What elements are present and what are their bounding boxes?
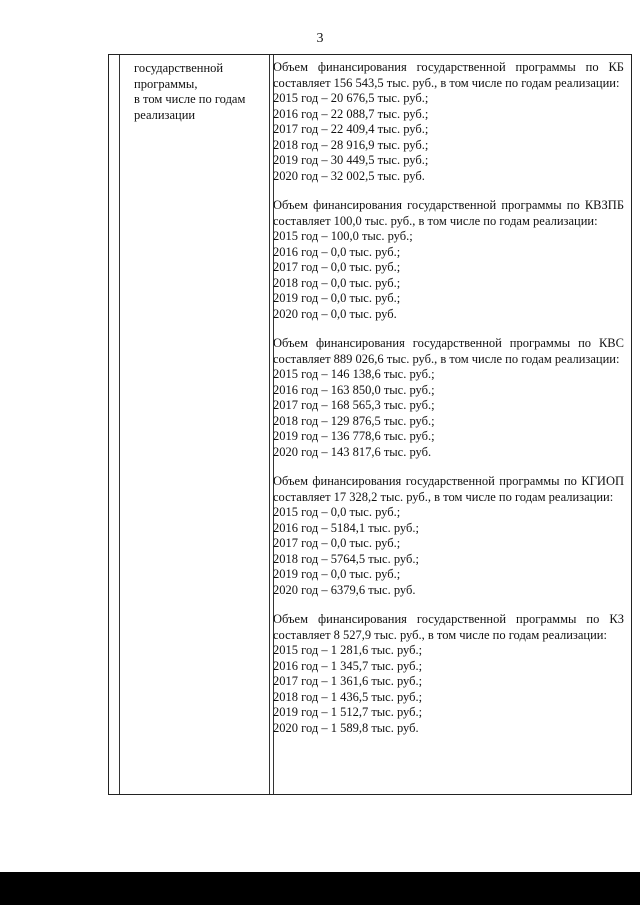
financing-block-kz <box>273 612 624 736</box>
year-line: 2016 год – 0,0 тыс. руб.; <box>273 244 401 259</box>
year-line: 2018 год – 0,0 тыс. руб.; <box>273 275 401 290</box>
year-line: 2017 год – 168 565,3 тыс. руб.; <box>273 398 435 412</box>
year-line: 2020 год – 32 002,5 тыс. руб. <box>273 168 425 183</box>
year-line: 2019 год – 30 449,5 тыс. руб.; <box>273 153 429 167</box>
year-line: 2015 год – 1 281,6 тыс. руб.; <box>273 643 423 657</box>
financing-block-kvs <box>273 336 624 460</box>
year-line: 2019 год – 136 778,6 тыс. руб.; <box>273 429 435 443</box>
year-line: 2016 год – 5184,1 тыс. руб.; <box>273 520 419 535</box>
year-line: 2015 год – 20 676,5 тыс. руб.; <box>273 91 429 105</box>
financing-block-kb <box>273 60 624 184</box>
year-line: 2018 год – 1 436,5 тыс. руб.; <box>273 689 423 704</box>
year-line: 2019 год – 1 512,7 тыс. руб.; <box>273 705 423 719</box>
financing-details-cell <box>273 60 624 750</box>
year-line: 2017 год – 0,0 тыс. руб.; <box>273 536 401 550</box>
year-line: 2019 год – 0,0 тыс. руб.; <box>273 291 401 305</box>
row-label-line: государственной <box>134 61 224 75</box>
row-label-cell <box>134 61 264 123</box>
year-line: 2018 год – 28 916,9 тыс. руб.; <box>273 137 429 152</box>
page-number: 3 <box>316 31 324 46</box>
year-line: 2020 год – 1 589,8 тыс. руб. <box>273 720 419 735</box>
year-line: 2015 год – 0,0 тыс. руб.; <box>273 505 401 519</box>
row-label-line: реализации <box>134 107 196 122</box>
column-divider <box>119 55 120 794</box>
financing-intro: Объем финансирования государственной программы по КЗ составляет 8 527,9 тыс. руб., в том числе по годам реализации: <box>273 612 624 642</box>
scan-border <box>0 872 640 905</box>
column-divider <box>269 55 270 794</box>
year-line: 2019 год – 0,0 тыс. руб.; <box>273 567 401 581</box>
year-line: 2017 год – 22 409,4 тыс. руб.; <box>273 122 429 136</box>
year-line: 2020 год – 0,0 тыс. руб. <box>273 306 397 321</box>
financing-intro: Объем финансирования государственной программы по КГИОП составляет 17 328,2 тыс. руб., в том числе по годам реализации: <box>273 474 624 504</box>
year-line: 2016 год – 163 850,0 тыс. руб.; <box>273 382 435 397</box>
row-label-line: в том числе по годам <box>134 92 246 107</box>
year-line: 2017 год – 1 361,6 тыс. руб.; <box>273 674 423 688</box>
year-line: 2017 год – 0,0 тыс. руб.; <box>273 260 401 274</box>
year-line: 2018 год – 5764,5 тыс. руб.; <box>273 551 419 566</box>
financing-intro: Объем финансирования государственной программы по КВС составляет 889 026,6 тыс. руб., в том числе по годам реализации: <box>273 336 624 366</box>
year-line: 2020 год – 143 817,6 тыс. руб. <box>273 444 432 459</box>
financing-table <box>108 54 632 795</box>
year-line: 2015 год – 100,0 тыс. руб.; <box>273 229 413 243</box>
financing-block-kgiop <box>273 474 624 598</box>
financing-intro: Объем финансирования государственной программы по КБ составляет 156 543,5 тыс. руб., в том числе по годам реализации: <box>273 60 624 90</box>
row-label-line: программы, <box>134 76 198 91</box>
year-line: 2020 год – 6379,6 тыс. руб. <box>273 582 416 597</box>
year-line: 2015 год – 146 138,6 тыс. руб.; <box>273 367 435 381</box>
financing-block-kvzpb <box>273 198 624 322</box>
year-line: 2016 год – 22 088,7 тыс. руб.; <box>273 106 429 121</box>
financing-intro: Объем финансирования государственной программы по КВЗПБ составляет 100,0 тыс. руб., в том числе по годам реализации: <box>273 198 624 228</box>
year-line: 2018 год – 129 876,5 тыс. руб.; <box>273 413 435 428</box>
year-line: 2016 год – 1 345,7 тыс. руб.; <box>273 658 423 673</box>
